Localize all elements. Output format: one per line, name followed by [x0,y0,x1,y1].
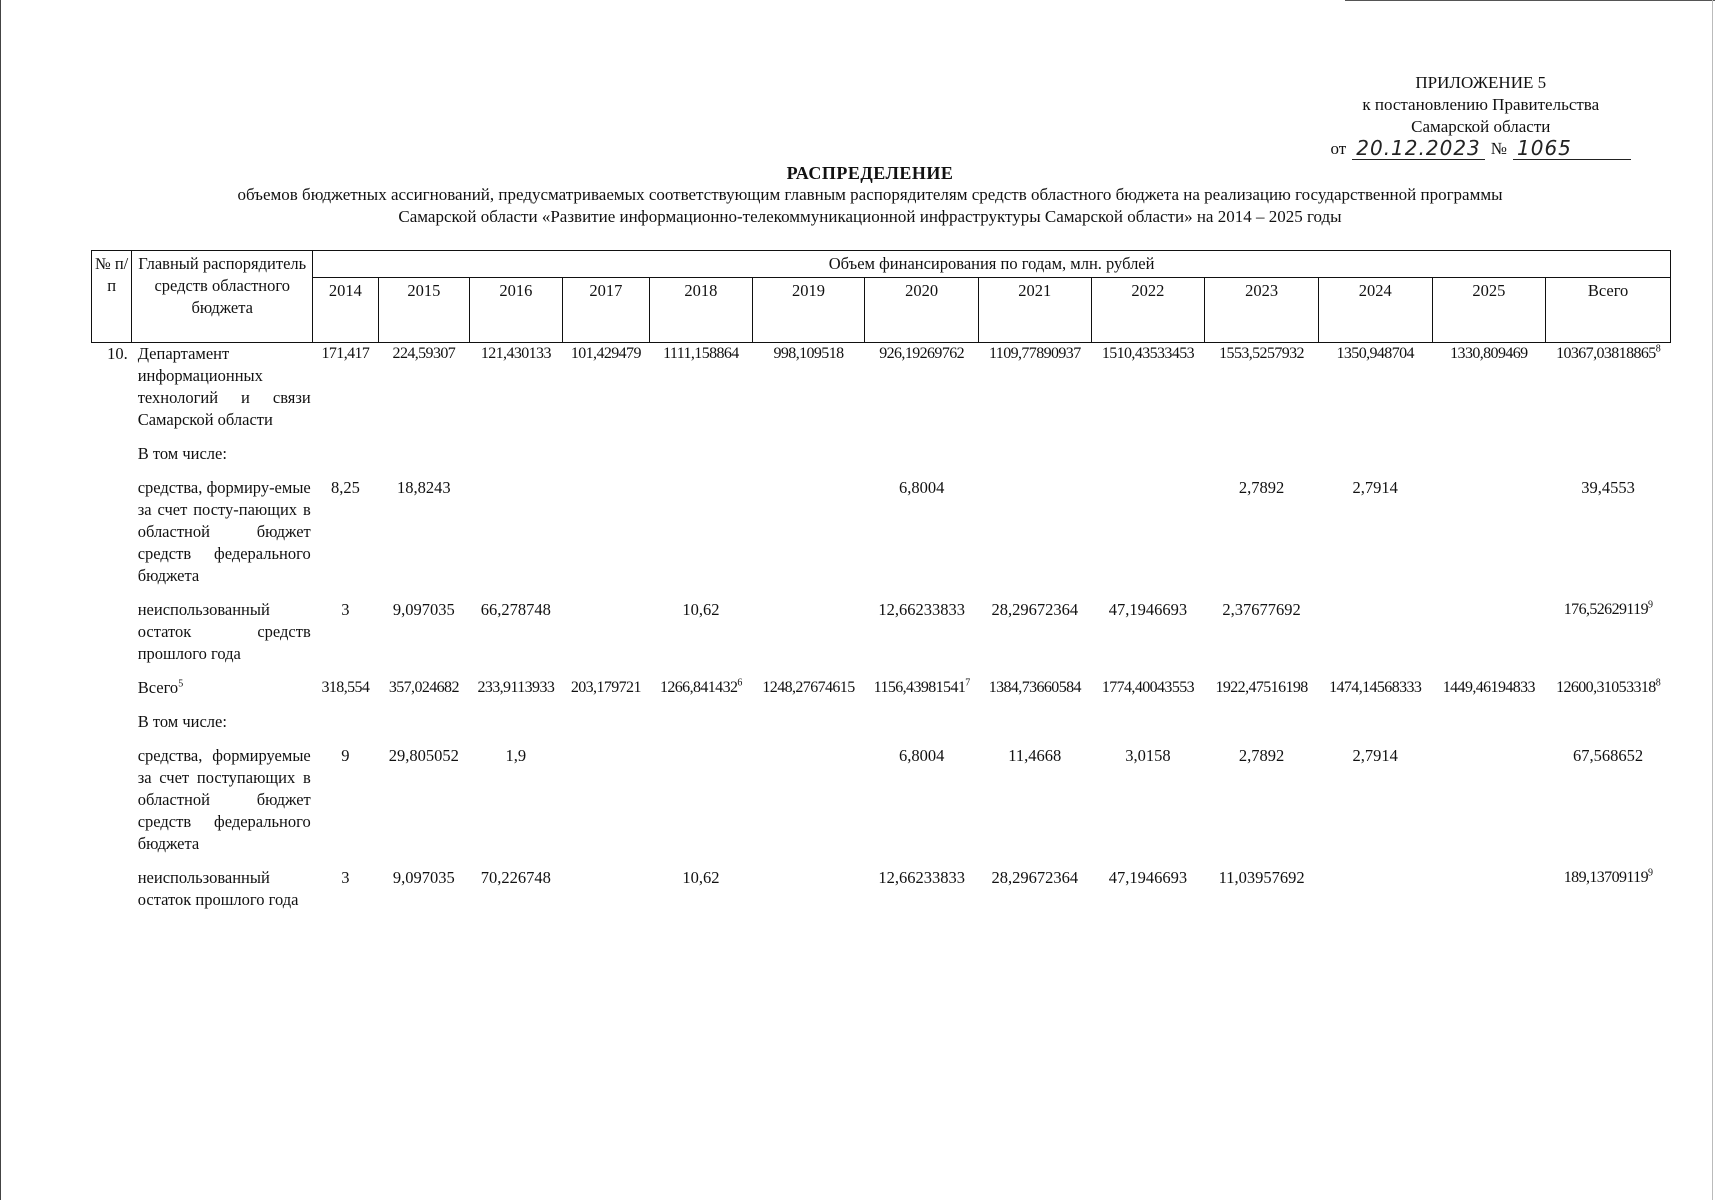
cell-value: 1510,43533453 [1101,345,1195,362]
value-2020: 1156,43981541 [873,679,966,696]
cell-value [650,477,753,587]
number-prefix: № [1490,139,1507,158]
total-value: 189,13709119 [1563,869,1648,886]
page-edge-top [1345,0,1715,1]
row-name: средства, формиру-емые за счет посту-пающих в областной бюджет средств федерального бюджета [137,478,311,585]
document-title: РАСПРЕДЕЛЕНИЕ [786,163,954,183]
cell-value: 224,59307 [392,345,456,362]
cell-value: 2,37677692 [1222,600,1301,619]
cell-value: 121,430133 [480,345,551,362]
cell-value: 18,8243 [397,478,451,497]
cell-value: 203,179721 [570,679,641,696]
cell-value [752,745,865,855]
footnote-mark: 8 [1655,677,1661,689]
cell-value [752,477,865,587]
row-number [92,711,132,733]
total-value: 176,52629119 [1563,601,1648,618]
row-number: 10. [107,344,128,363]
row-name [132,677,313,699]
cell-total: 39,4553 [1581,478,1635,497]
cell-value: 318,554 [321,679,370,696]
year-header: 2021 [978,278,1091,343]
cell-value [470,477,563,587]
total-label: Всего [137,678,179,697]
cell-value: 6,8004 [898,478,945,497]
row-name: неиспользованный остаток средств прошлого года [137,600,311,663]
row-name: средства, формируемые за счет поступающих в областной бюджет средств федерального бюджета [137,746,311,853]
cell-total [1546,343,1671,432]
cell-value: 2,7892 [1238,478,1285,497]
cell-value [650,677,753,699]
cell-value: 2,7914 [1352,746,1398,765]
cell-value: 8,25 [330,478,360,497]
cell-value: 28,29672364 [991,868,1079,887]
table-row [92,443,1671,465]
cell-value: 70,226748 [480,868,551,887]
cell-value: 1922,47516198 [1215,679,1308,696]
table-row [92,599,1671,665]
footnote-mark: 9 [1647,867,1653,879]
row-name: В том числе: [137,444,227,463]
year-header: 2020 [865,278,979,343]
cell-total: 67,568652 [1573,746,1644,765]
row-number [92,599,132,665]
cell-value [562,867,649,911]
cell-total [1546,867,1671,911]
cell-value: 29,805052 [388,746,459,765]
cell-value: 3 [341,868,350,887]
col-header-manager: Главный распорядитель средств областного бюджета [132,251,313,343]
cell-value: 171,417 [321,345,370,362]
date-prefix: от [1330,139,1347,158]
total-value: 12600,31053318 [1556,679,1656,696]
cell-value: 3 [341,600,350,619]
appendix-line3: Самарской области [1411,117,1551,136]
row-name: неиспользованный остаток прошлого года [137,868,299,909]
document-subtitle [130,184,1610,228]
cell-value: 101,429479 [570,345,641,362]
cell-value: 3,0158 [1125,746,1171,765]
subtitle-line1: объемов бюджетных ассигнований, предусматриваемых соответствующим главным распорядителям средств областного бюджета на реализацию государственной программы [237,185,1503,204]
table-row [92,867,1671,911]
col-header-financing: Объем финансирования по годам, млн. рублей [313,251,1671,278]
cell-value: 357,024682 [388,679,459,696]
footnote-mark: 5 [178,678,184,690]
year-header: 2023 [1205,278,1319,343]
subtitle-line2: Самарской области «Развитие информационно-телекоммуникационной инфраструктуры Самарской области» на 2014 – 2025 годы [398,207,1342,226]
cell-value: 12,66233833 [878,868,965,887]
footnote-mark: 9 [1647,599,1653,611]
year-header: 2025 [1432,278,1546,343]
cell-value [1432,599,1546,665]
cell-value [1432,745,1546,855]
cell-value: 9,097035 [392,600,455,619]
cell-value: 12,66233833 [878,600,965,619]
cell-value: 66,278748 [480,600,551,619]
cell-value: 233,9113933 [477,679,555,696]
cell-value: 1248,27674615 [762,679,855,696]
col-header-number: № п/п [92,251,132,343]
cell-total [1546,599,1671,665]
cell-value: 9 [341,746,350,765]
cell-value [562,745,649,855]
cell-value: 2,7892 [1238,746,1285,765]
cell-value: 1109,77890937 [988,345,1081,362]
table-row [92,745,1671,855]
cell-value [865,677,979,699]
cell-value: 10,62 [682,868,720,887]
row-name: В том числе: [137,712,227,731]
cell-value: 9,097035 [392,868,455,887]
cell-value [562,477,649,587]
appendix-header [1331,72,1631,160]
footnote-mark: 7 [965,677,970,689]
cell-value: 1474,14568333 [1329,679,1422,696]
cell-value [1432,477,1546,587]
handwritten-number: 1065 [1513,137,1631,160]
cell-value [1318,867,1432,911]
cell-value [562,599,649,665]
cell-value [752,599,865,665]
cell-value: 1350,948704 [1336,345,1414,362]
budget-table [91,250,1671,911]
cell-value: 11,4668 [1008,746,1062,765]
table-row [92,343,1671,432]
cell-value: 10,62 [682,600,720,619]
value-2018: 1266,841432 [659,679,738,696]
year-header: 2014 [313,278,378,343]
row-number [92,443,132,465]
cell-value [1318,599,1432,665]
cell-value [978,477,1091,587]
row-name: Департамент информационных технологий и связи Самарской области [137,344,311,429]
year-header: 2016 [470,278,563,343]
resolution-date-number [1331,137,1631,160]
total-header: Всего [1546,278,1671,343]
year-header: 2019 [752,278,865,343]
year-header: 2024 [1318,278,1432,343]
table-row-total [92,677,1671,699]
footnote-mark: 6 [737,677,742,689]
footnote-mark: 8 [1655,343,1661,355]
cell-value: 1774,40043553 [1101,679,1195,696]
cell-total [1546,677,1671,699]
total-value: 10367,03818865 [1556,345,1656,362]
cell-value: 1,9 [505,746,527,765]
cell-value [1432,867,1546,911]
cell-value: 2,7914 [1352,478,1398,497]
cell-value: 28,29672364 [991,600,1079,619]
year-header: 2018 [650,278,753,343]
year-header: 2017 [562,278,649,343]
cell-value: 1449,46194833 [1442,679,1535,696]
table-row [92,477,1671,587]
row-number [92,677,132,699]
cell-value: 1553,5257932 [1219,345,1304,362]
cell-value: 47,1946693 [1108,600,1188,619]
cell-value: 1330,809469 [1450,345,1528,362]
cell-value [1091,477,1205,587]
appendix-line2: к постановлению Правительства [1362,95,1600,114]
year-header: 2022 [1091,278,1205,343]
cell-value: 6,8004 [898,746,945,765]
cell-value: 1111,158864 [663,345,739,362]
table-row [92,711,1671,733]
cell-value: 926,19269762 [879,345,965,362]
cell-value [752,867,865,911]
row-number [92,867,132,911]
appendix-title: ПРИЛОЖЕНИЕ 5 [1415,73,1547,92]
cell-value: 1384,73660584 [988,679,1081,696]
cell-value: 998,109518 [773,345,844,362]
handwritten-date: 20.12.2023 [1352,137,1485,160]
row-number [92,745,132,855]
cell-value: 47,1946693 [1108,868,1188,887]
row-number [92,477,132,587]
cell-value: 11,03957692 [1218,868,1305,887]
cell-value [650,745,753,855]
year-header: 2015 [378,278,470,343]
